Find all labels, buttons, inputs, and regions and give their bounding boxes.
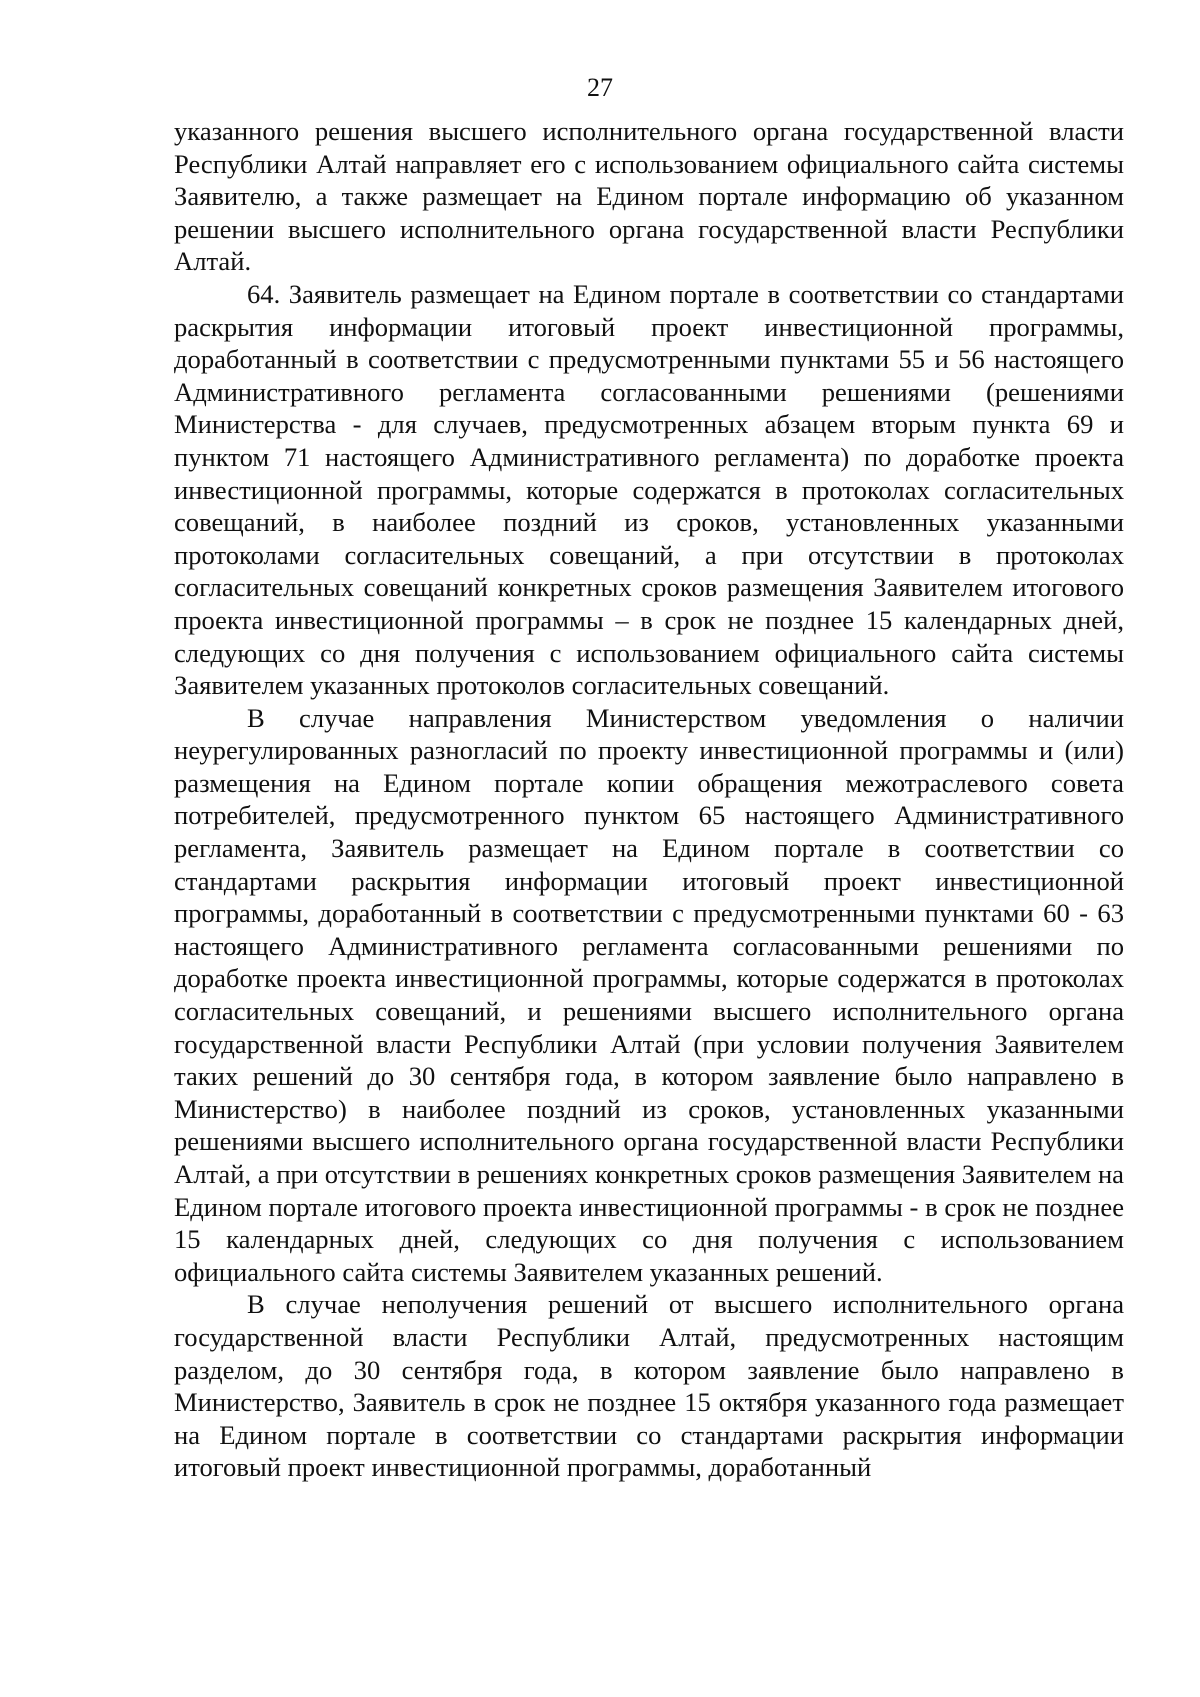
paragraph-1: указанного решения высшего исполнительного органа государственной власти Республики Алтай направляет его с использованием официального сайта системы Заявителю, а также размещает на Едином портале информацию об указанном решении высшего исполнительного органа государственной власти Республики Алтай. (174, 116, 1124, 277)
paragraph-4: В случае неполучения решений от высшего исполнительного органа государственной власти Республики Алтай, предусмотренных настоящим разделом, до 30 сентября года, в котором заявление было направлено в Министерство, Заявитель в срок не позднее 15 октября указанного года размещает на Едином портале в соответствии со стандартами раскрытия информации итоговый проект инвестиционной программы, доработанный (174, 1289, 1124, 1483)
page-number: 27 (587, 73, 613, 102)
paragraph-2: 64. Заявитель размещает на Едином портале в соответствии со стандартами раскрытия информации итоговый проект инвестиционной программы, доработанный в соответствии с предусмотренными пунктами 55 и 56 настоящего Административного регламента согласованными решениями (решениями Министерства - для случаев, предусмотренных абзацем вторым пункта 69 и пунктом 71 настоящего Административного регламента) по доработке проекта инвестиционной программы, которые содержатся в протоколах согласительных совещаний, в наиболее поздний из сроков, установленных указанными протоколами согласительных совещаний, а при отсутствии в протоколах согласительных совещаний конкретных сроков размещения Заявителем итогового проекта инвестиционной программы – в срок не позднее 15 календарных дней, следующих со дня получения с использованием официального сайта системы Заявителем указанных протоколов согласительных совещаний. (174, 278, 1124, 701)
paragraph-3: В случае направления Министерством уведомления о наличии неурегулированных разногласий по проекту инвестиционной программы и (или) размещения на Едином портале копии обращения межотраслевого совета потребителей, предусмотренного пунктом 65 настоящего Административного регламента, Заявитель размещает на Едином портале в соответствии со стандартами раскрытия информации итоговый проект инвестиционной программы, доработанный в соответствии с предусмотренными пунктами 60 - 63 настоящего Административного регламента согласованными решениями по доработке проекта инвестиционной программы, которые содержатся в протоколах согласительных совещаний, и решениями высшего исполнительного органа государственной власти Республики Алтай (при условии получения Заявителем таких решений до 30 сентября года, в котором заявление было направлено в Министерство) в наиболее поздний из сроков, установленных указанными решениями высшего исполнительного органа государственной власти Республики Алтай, а при отсутствии в решениях конкретных сроков размещения Заявителем на Едином портале итогового проекта инвестиционной программы - в срок не позднее 15 календарных дней, следующих со дня получения с использованием официального сайта системы Заявителем указанных решений. (174, 702, 1124, 1287)
document-body (174, 115, 1124, 1484)
